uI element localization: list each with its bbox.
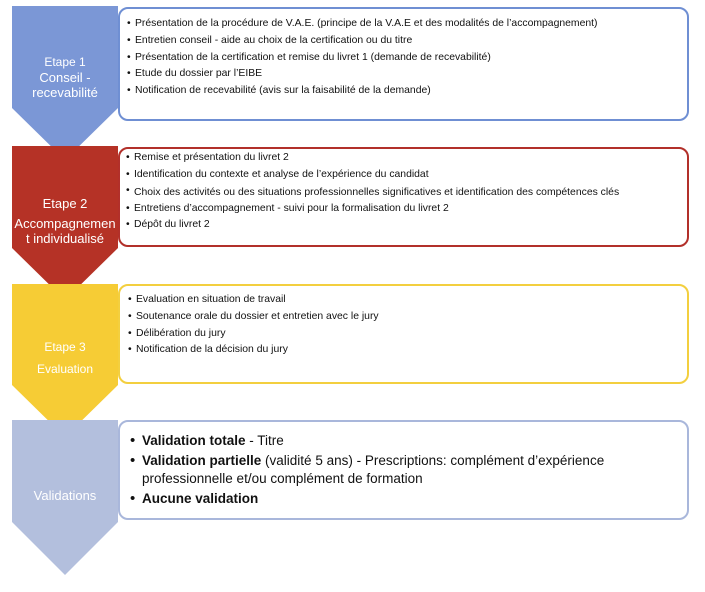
- step-2-item: • Identification du contexte et analyse de l’expérience du candidat: [126, 167, 681, 184]
- validations-details-box: [118, 420, 689, 520]
- step-1-item: • Etude du dossier par l’EIBE: [127, 66, 681, 83]
- step-1-item: • Entretien conseil - aide au choix de la certification ou du titre: [127, 33, 681, 50]
- step-1-label-line2: Conseil -: [39, 70, 91, 85]
- step-2-label: [8, 196, 122, 246]
- validation-item-partielle: [130, 452, 681, 488]
- step-3-item: • Evaluation en situation de travail: [128, 292, 681, 309]
- step-1-item: • Présentation de la procédure de V.A.E. (principe de la V.A.E et des modalités de l’accompagnement): [127, 16, 681, 33]
- validation-partielle-label: Validation partielle: [142, 453, 262, 468]
- step-1-list: [127, 16, 681, 100]
- step-4-label: [12, 488, 118, 503]
- step-2-item: • Entretiens d’accompagnement - suivi pour la formalisation du livret 2: [126, 201, 681, 218]
- step-2-label-line3: t individualisé: [25, 231, 105, 246]
- validations-list: [130, 432, 681, 508]
- step-2-details-box: [118, 147, 689, 247]
- step-2-item: • Choix des activités ou des situations professionnelles significatives et identification des compétences clés: [126, 184, 681, 201]
- step-1-details-box: [118, 7, 689, 121]
- step-4-label-line1: Validations: [33, 488, 97, 503]
- step-2-label-line1: Etape 2: [42, 196, 88, 211]
- step-3-label-line1: Etape 3: [44, 340, 86, 354]
- step-3-item: • Notification de la décision du jury: [128, 342, 681, 359]
- validation-item-aucune: [130, 490, 681, 508]
- validation-item-total: [130, 432, 681, 450]
- step-3-item: • Délibération du jury: [128, 326, 681, 343]
- step-3-list: [128, 292, 681, 359]
- step-2-label-line2: Accompagnemen: [14, 216, 116, 231]
- step-3-label: [12, 340, 118, 377]
- step-3-details-box: [118, 284, 689, 384]
- step-1-label-line1: Etape 1: [44, 55, 86, 69]
- step-1-label-line3: recevabilité: [32, 85, 98, 100]
- validation-partielle-detail: (validité 5 ans) - Prescriptions: complément d’expérience professionnelle et/ou complément de formation: [142, 453, 605, 486]
- step-1-label: [12, 55, 118, 100]
- step-1-item: • Notification de recevabilité (avis sur la faisabilité de la demande): [127, 83, 681, 100]
- step-2-item: • Dépôt du livret 2: [126, 217, 681, 234]
- step-1-item: • Présentation de la certification et remise du livret 1 (demande de recevabilité): [127, 50, 681, 67]
- step-3-item: • Soutenance orale du dossier et entretien avec le jury: [128, 309, 681, 326]
- step-2-list: [126, 150, 681, 234]
- step-3-label-line2: Evaluation: [36, 362, 94, 376]
- validation-total-label: Validation totale: [142, 433, 246, 448]
- validation-aucune-label: Aucune validation: [142, 491, 259, 506]
- step-2-item: • Remise et présentation du livret 2: [126, 150, 681, 167]
- validation-total-detail: - Titre: [245, 433, 284, 448]
